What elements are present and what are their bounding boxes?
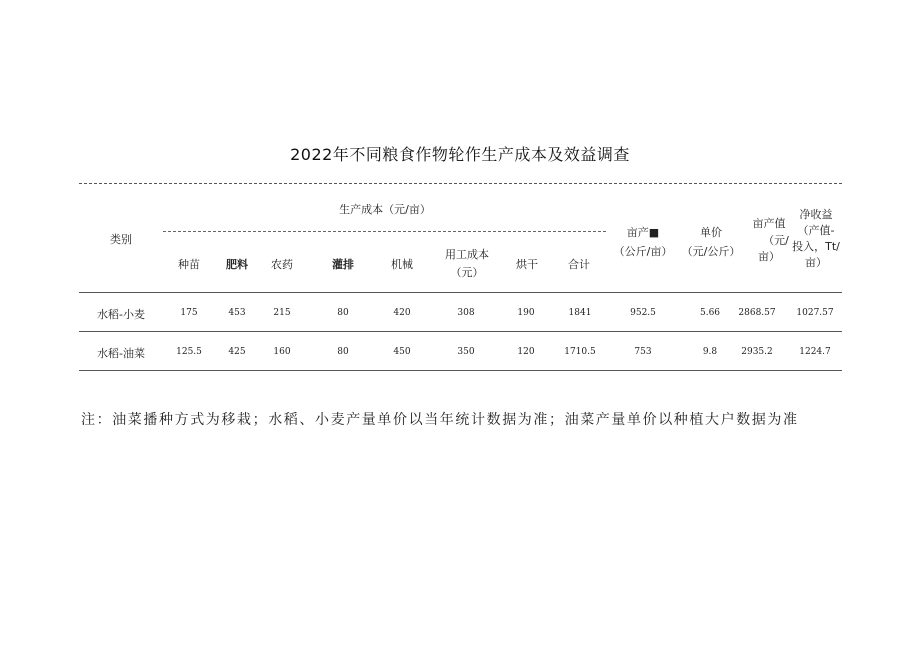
page-title: 2022年不同粮食作物轮作生产成本及效益调查 — [290, 145, 630, 164]
table-cell: 753 — [634, 347, 652, 357]
header-yield-line2: （公斤/亩） — [613, 245, 673, 258]
header-cost-group: 生产成本（元/亩） — [339, 203, 431, 216]
table-bottom-rule — [79, 370, 842, 371]
header-machinery: 机械 — [391, 258, 413, 271]
table-cell: 160 — [273, 347, 291, 357]
header-labor-line2: （元） — [450, 266, 484, 279]
header-labor-line1: 用工成本 — [445, 248, 489, 261]
header-price-line2: （元/公斤） — [681, 245, 741, 258]
table-cell: 453 — [228, 308, 246, 318]
row-divider — [79, 331, 842, 332]
header-seed: 种苗 — [178, 258, 200, 271]
header-total: 合计 — [568, 258, 590, 271]
row-label: 水稻-小麦 — [97, 308, 145, 321]
table-cell: 420 — [393, 308, 411, 318]
table-cell: 80 — [337, 347, 349, 357]
table-cell: 1710.5 — [564, 347, 596, 357]
header-price-line1: 单价 — [700, 226, 722, 239]
table-cell: 350 — [457, 347, 475, 357]
header-drying: 烘干 — [516, 258, 538, 271]
table-cell: 215 — [273, 308, 291, 318]
table-cell: 125.5 — [176, 347, 202, 357]
header-yield-line1: 亩产■ — [626, 226, 660, 239]
header-net-line3: 投入，Tt/ — [792, 240, 840, 253]
table-cell: 5.66 — [699, 308, 721, 318]
footnote: 注：油菜播种方式为移栽；水稻、小麦产量单价以当年统计数据为准；油菜产量单价以种植大户数据为准 — [81, 412, 799, 428]
header-fertilizer: 肥料 — [226, 258, 248, 271]
header-net-line4: 亩） — [805, 256, 827, 269]
header-bottom-rule — [79, 292, 842, 293]
header-net-line2: （产值- — [797, 224, 835, 237]
table-cell: 175 — [180, 308, 198, 318]
table-cell: 9.8 — [702, 347, 718, 357]
header-irrigation: 灌排 — [332, 258, 354, 271]
row-label: 水稻-油菜 — [97, 347, 145, 360]
table-cell: 425 — [228, 347, 246, 357]
table-cell: 450 — [393, 347, 411, 357]
cost-group-rule — [163, 231, 606, 232]
header-labor — [437, 247, 497, 280]
table-cell: 1841 — [568, 308, 592, 318]
header-value-line2: （元/ — [763, 234, 789, 247]
table-cell: 1027.57 — [796, 308, 834, 318]
table-cell: 308 — [457, 308, 475, 318]
header-yield — [608, 225, 678, 259]
header-net — [786, 207, 846, 270]
table-cell: 952.5 — [630, 308, 656, 318]
header-pesticide: 农药 — [271, 258, 293, 271]
header-net-line1: 净收益 — [799, 208, 833, 221]
table-cell: 2868.57 — [738, 308, 776, 318]
table-cell: 120 — [517, 347, 535, 357]
header-value-line3: 亩） — [758, 250, 780, 263]
table-cell: 80 — [337, 308, 349, 318]
header-value-line1: 亩产值 — [752, 217, 786, 230]
table-cell: 190 — [517, 308, 535, 318]
table-cell: 1224.7 — [799, 347, 831, 357]
table-top-rule — [79, 183, 842, 184]
table-cell: 2935.2 — [741, 347, 773, 357]
header-category: 类别 — [110, 233, 132, 246]
header-price — [673, 225, 749, 259]
